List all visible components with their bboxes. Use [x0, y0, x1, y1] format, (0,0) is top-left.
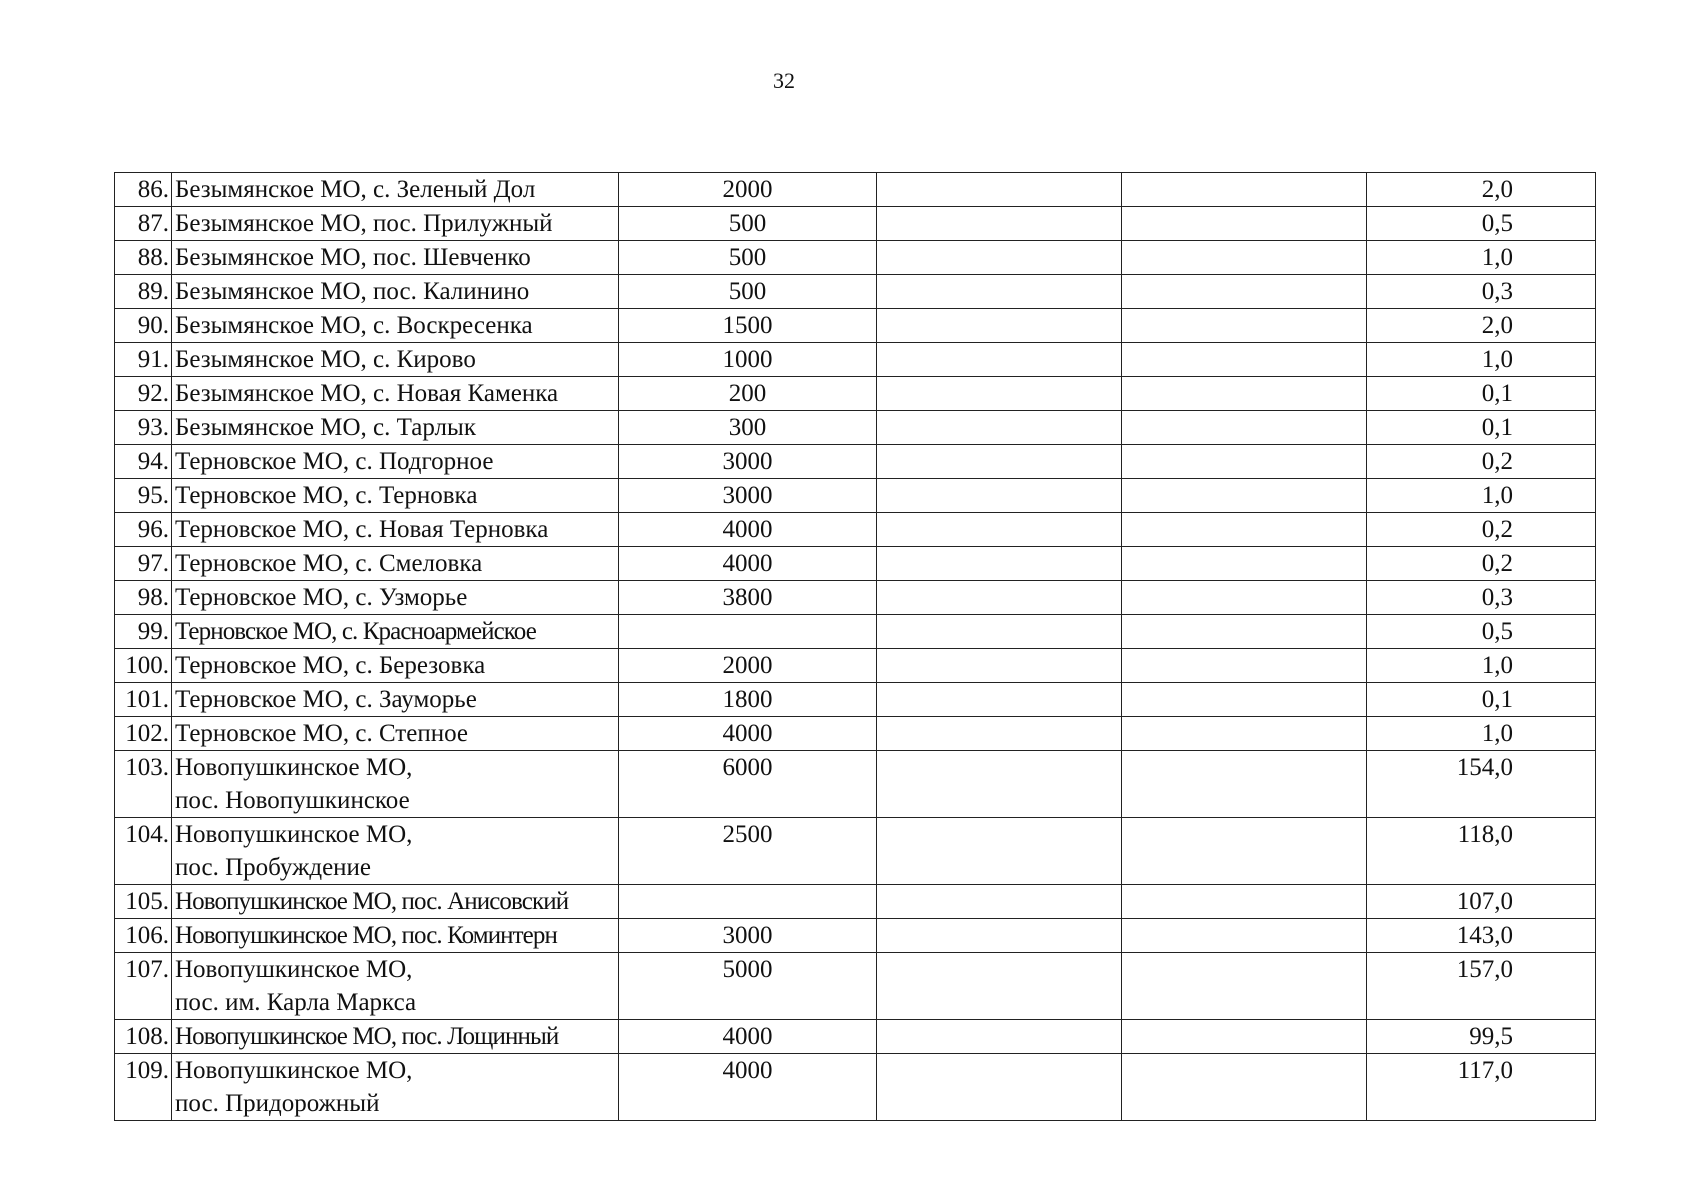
empty-cell: [877, 445, 1122, 479]
settlement-name: [172, 547, 619, 581]
settlement-name: [172, 479, 619, 513]
value-cell: 154,0: [1367, 751, 1596, 818]
settlement-name: [172, 207, 619, 241]
table-row: [115, 173, 1596, 207]
settlement-name-line: Терновское МО, с. Узморье: [175, 584, 468, 611]
row-number: 94.: [115, 445, 172, 479]
table-row: [115, 377, 1596, 411]
settlement-name: [172, 411, 619, 445]
population-cell: 3000: [619, 445, 877, 479]
settlement-name: [172, 1020, 619, 1054]
row-number: 101.: [115, 683, 172, 717]
value-cell: 1,0: [1367, 479, 1596, 513]
settlement-name: [172, 445, 619, 479]
settlement-name-line: Терновское МО, с. Подгорное: [175, 448, 494, 475]
value-cell: 157,0: [1367, 953, 1596, 1020]
settlement-name-line: Терновское МО, с. Красноармейское: [175, 618, 536, 645]
page-number: 32: [773, 68, 795, 93]
table-row: [115, 241, 1596, 275]
settlement-name: [172, 173, 619, 207]
empty-cell: [1122, 919, 1367, 953]
value-cell: 2,0: [1367, 173, 1596, 207]
value-cell: 107,0: [1367, 885, 1596, 919]
value-cell: 1,0: [1367, 241, 1596, 275]
empty-cell: [877, 818, 1122, 885]
table-row: [115, 919, 1596, 953]
empty-cell: [877, 309, 1122, 343]
row-number: 99.: [115, 615, 172, 649]
settlement-name-line: Безымянское МО, пос. Шевченко: [175, 244, 531, 271]
empty-cell: [1122, 751, 1367, 818]
value-cell: 0,1: [1367, 377, 1596, 411]
row-number: 95.: [115, 479, 172, 513]
population-cell: 3000: [619, 919, 877, 953]
settlement-name: [172, 275, 619, 309]
empty-cell: [877, 953, 1122, 1020]
empty-cell: [1122, 445, 1367, 479]
population-cell: 4000: [619, 1054, 877, 1121]
empty-cell: [1122, 173, 1367, 207]
empty-cell: [1122, 885, 1367, 919]
settlement-name-line: Терновское МО, с. Степное: [175, 720, 468, 747]
row-number: 98.: [115, 581, 172, 615]
table-row: [115, 885, 1596, 919]
row-number: 105.: [115, 885, 172, 919]
population-cell: 4000: [619, 717, 877, 751]
value-cell: 1,0: [1367, 717, 1596, 751]
population-cell: 4000: [619, 547, 877, 581]
empty-cell: [1122, 1020, 1367, 1054]
settlement-name: [172, 717, 619, 751]
table-row: [115, 1054, 1596, 1121]
empty-cell: [877, 1054, 1122, 1121]
value-cell: 2,0: [1367, 309, 1596, 343]
empty-cell: [877, 919, 1122, 953]
settlement-name: [172, 885, 619, 919]
table-row: [115, 818, 1596, 885]
population-cell: 2500: [619, 818, 877, 885]
value-cell: 0,2: [1367, 445, 1596, 479]
population-cell: 1000: [619, 343, 877, 377]
population-cell: 5000: [619, 953, 877, 1020]
empty-cell: [1122, 547, 1367, 581]
table-row: [115, 751, 1596, 818]
empty-cell: [877, 377, 1122, 411]
value-cell: 0,3: [1367, 581, 1596, 615]
settlement-name: [172, 953, 619, 1020]
row-number: 96.: [115, 513, 172, 547]
empty-cell: [877, 649, 1122, 683]
population-cell: [619, 615, 877, 649]
row-number: 90.: [115, 309, 172, 343]
settlement-name: [172, 649, 619, 683]
table-row: [115, 581, 1596, 615]
empty-cell: [1122, 275, 1367, 309]
value-cell: 117,0: [1367, 1054, 1596, 1121]
population-cell: 3800: [619, 581, 877, 615]
empty-cell: [877, 683, 1122, 717]
empty-cell: [1122, 411, 1367, 445]
row-number: 106.: [115, 919, 172, 953]
empty-cell: [1122, 513, 1367, 547]
settlement-name-line: Безымянское МО, пос. Калинино: [175, 278, 530, 305]
value-cell: 0,1: [1367, 683, 1596, 717]
settlement-name-line: Терновское МО, с. Смеловка: [175, 550, 483, 577]
population-cell: 500: [619, 275, 877, 309]
table-row: [115, 343, 1596, 377]
settlement-name: [172, 241, 619, 275]
value-cell: 118,0: [1367, 818, 1596, 885]
settlement-name-line: Безымянское МО, с. Воскресенка: [175, 312, 533, 339]
table-row: [115, 275, 1596, 309]
settlement-name: [172, 615, 619, 649]
empty-cell: [877, 479, 1122, 513]
settlement-name-line: пос. Пробуждение: [175, 854, 372, 881]
row-number: 92.: [115, 377, 172, 411]
table-row: [115, 717, 1596, 751]
settlement-name: [172, 581, 619, 615]
empty-cell: [877, 751, 1122, 818]
population-cell: 2000: [619, 173, 877, 207]
row-number: 97.: [115, 547, 172, 581]
table-row: [115, 513, 1596, 547]
value-cell: 99,5: [1367, 1020, 1596, 1054]
value-cell: 0,3: [1367, 275, 1596, 309]
table-row: [115, 683, 1596, 717]
settlement-name-line: Новопушкинское МО, пос. Коминтерн: [175, 922, 557, 949]
row-number: 87.: [115, 207, 172, 241]
settlement-name-line: пос. Придорожный: [175, 1090, 380, 1117]
settlement-name: [172, 919, 619, 953]
empty-cell: [877, 615, 1122, 649]
population-cell: 4000: [619, 513, 877, 547]
row-number: 93.: [115, 411, 172, 445]
empty-cell: [1122, 953, 1367, 1020]
empty-cell: [1122, 683, 1367, 717]
settlements-table: [114, 172, 1596, 1121]
empty-cell: [877, 581, 1122, 615]
empty-cell: [1122, 1054, 1367, 1121]
settlement-name-line: пос. им. Карла Маркса: [175, 989, 417, 1016]
empty-cell: [1122, 818, 1367, 885]
settlement-name: [172, 751, 619, 818]
table-row: [115, 309, 1596, 343]
empty-cell: [1122, 581, 1367, 615]
empty-cell: [877, 343, 1122, 377]
empty-cell: [877, 1020, 1122, 1054]
table-row: [115, 953, 1596, 1020]
value-cell: 0,5: [1367, 615, 1596, 649]
empty-cell: [877, 411, 1122, 445]
empty-cell: [1122, 377, 1367, 411]
empty-cell: [877, 275, 1122, 309]
value-cell: 143,0: [1367, 919, 1596, 953]
settlement-name: [172, 343, 619, 377]
table-body: [115, 173, 1596, 1121]
settlement-name-line: Новопушкинское МО, пос. Анисовский: [175, 888, 569, 915]
row-number: 104.: [115, 818, 172, 885]
row-number: 100.: [115, 649, 172, 683]
value-cell: 1,0: [1367, 649, 1596, 683]
empty-cell: [1122, 615, 1367, 649]
population-cell: 2000: [619, 649, 877, 683]
settlement-name: [172, 818, 619, 885]
empty-cell: [877, 885, 1122, 919]
empty-cell: [1122, 717, 1367, 751]
settlement-name-line: Безымянское МО, с. Зеленый Дол: [175, 176, 536, 203]
settlement-name: [172, 309, 619, 343]
settlement-name-line: Новопушкинское МО,: [175, 754, 413, 781]
empty-cell: [1122, 479, 1367, 513]
settlement-name: [172, 683, 619, 717]
empty-cell: [1122, 207, 1367, 241]
settlement-name-line: Безымянское МО, с. Кирово: [175, 346, 476, 373]
empty-cell: [1122, 241, 1367, 275]
row-number: 86.: [115, 173, 172, 207]
table-row: [115, 649, 1596, 683]
empty-cell: [877, 547, 1122, 581]
settlement-name-line: Терновское МО, с. Новая Терновка: [175, 516, 549, 543]
empty-cell: [1122, 309, 1367, 343]
row-number: 102.: [115, 717, 172, 751]
empty-cell: [877, 241, 1122, 275]
row-number: 89.: [115, 275, 172, 309]
population-cell: 200: [619, 377, 877, 411]
empty-cell: [877, 513, 1122, 547]
row-number: 107.: [115, 953, 172, 1020]
settlement-name-line: Новопушкинское МО, пос. Лощинный: [175, 1023, 559, 1050]
row-number: 109.: [115, 1054, 172, 1121]
row-number: 91.: [115, 343, 172, 377]
empty-cell: [877, 717, 1122, 751]
table-row: [115, 1020, 1596, 1054]
value-cell: 0,2: [1367, 547, 1596, 581]
table-row: [115, 411, 1596, 445]
settlement-name: [172, 1054, 619, 1121]
settlement-name-line: Безымянское МО, с. Новая Каменка: [175, 380, 559, 407]
settlement-name-line: Новопушкинское МО,: [175, 821, 413, 848]
population-cell: 1800: [619, 683, 877, 717]
settlement-name-line: Терновское МО, с. Зауморье: [175, 686, 477, 713]
settlement-name-line: Терновское МО, с. Терновка: [175, 482, 478, 509]
empty-cell: [877, 207, 1122, 241]
empty-cell: [1122, 343, 1367, 377]
row-number: 108.: [115, 1020, 172, 1054]
value-cell: 0,5: [1367, 207, 1596, 241]
population-cell: 3000: [619, 479, 877, 513]
population-cell: 6000: [619, 751, 877, 818]
table-row: [115, 207, 1596, 241]
settlement-name-line: Терновское МО, с. Березовка: [175, 652, 486, 679]
settlement-name-line: Новопушкинское МО,: [175, 956, 413, 983]
table-row: [115, 445, 1596, 479]
settlement-name: [172, 513, 619, 547]
settlement-name-line: Новопушкинское МО,: [175, 1057, 413, 1084]
population-cell: [619, 885, 877, 919]
settlement-name-line: Безымянское МО, с. Тарлык: [175, 414, 476, 441]
table-row: [115, 479, 1596, 513]
row-number: 88.: [115, 241, 172, 275]
table-row: [115, 547, 1596, 581]
population-cell: 1500: [619, 309, 877, 343]
population-cell: 500: [619, 207, 877, 241]
settlement-name-line: пос. Новопушкинское: [175, 787, 410, 814]
settlement-name: [172, 377, 619, 411]
settlement-name-line: Безымянское МО, пос. Прилужный: [175, 210, 553, 237]
value-cell: 0,1: [1367, 411, 1596, 445]
value-cell: 1,0: [1367, 343, 1596, 377]
empty-cell: [877, 173, 1122, 207]
value-cell: 0,2: [1367, 513, 1596, 547]
empty-cell: [1122, 649, 1367, 683]
population-cell: 500: [619, 241, 877, 275]
table-row: [115, 615, 1596, 649]
population-cell: 4000: [619, 1020, 877, 1054]
population-cell: 300: [619, 411, 877, 445]
row-number: 103.: [115, 751, 172, 818]
